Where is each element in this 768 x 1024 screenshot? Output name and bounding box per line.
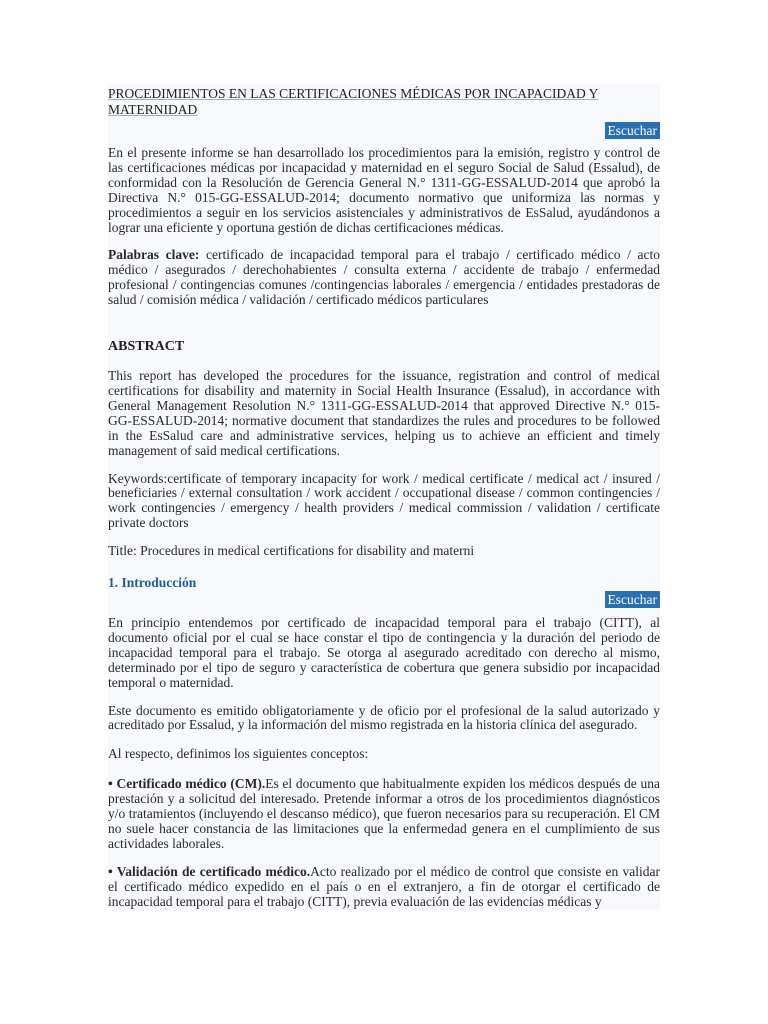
- listen-row: [108, 122, 660, 142]
- listen-button-2[interactable]: Escuchar: [605, 591, 660, 608]
- intro-paragraph: En el presente informe se han desarrollado los procedimientos para la emisión, registro y control de las certificaciones médicas por incapacidad y maternidad en el seguro Social de Salud (Essalud), de conformidad con la Resolución de Gerencia General N.° 1311-GG-ESSALUD-2014 que aprobó la Directiva N.° 015-GG-ESSALUD-2014; documento normativo que uniformiza las normas y procedimientos a seguir en los servicios asistenciales y administrativos de EsSalud, ayudándonos a lograr una eficiente y oportuna gestión de dichas certificaciones médicas.: [108, 145, 660, 235]
- keywords-text: certificado de incapacidad temporal para el trabajo / certificado médico / acto médico / asegurados / derechohabientes / consulta externa / accidente de trabajo / enfermedad profesional / contingencias comunes /contingencias laborales / emergencia / entidades prestadoras de salud / comisión médica / validación / certificado médicos particulares: [108, 247, 660, 308]
- list-item-certificado-medico: [108, 777, 660, 852]
- list-item-lead: • Validación de certificado médico.: [108, 863, 311, 879]
- section-paragraph-1: En principio entendemos por certificado de incapacidad temporal para el trabajo (CITT), al documento oficial por el cual se hace constar el tipo de contingencia y la duración del periodo de incapacidad temporal para el trabajo. Se otorga al asegurado acreditado con derecho al mismo, determinado por el tipo de seguro y característica de cobertura que genera subsidio por incapacidad temporal o maternidad.: [108, 615, 660, 690]
- list-item-validacion: [108, 865, 660, 910]
- document-title: PROCEDIMIENTOS EN LAS CERTIFICACIONES MÉDICAS POR INCAPACIDAD Y MATERNIDAD: [108, 86, 599, 117]
- section-paragraph-2: Este documento es emitido obligatoriamente y de oficio por el profesional de la salud autorizado y acreditado por Essalud, y la información del mismo registrada en la historia clínica del asegurado.: [108, 702, 660, 733]
- keywords-paragraph: [108, 248, 660, 308]
- list-item-lead: • Certificado médico (CM).: [108, 776, 266, 792]
- section-heading-introduccion: 1. Introducción: [108, 575, 197, 591]
- keywords-label: Palabras clave:: [108, 247, 200, 263]
- section-paragraph-3: Al respecto, definimos los siguientes conceptos:: [108, 746, 369, 762]
- list-item-text: Es el documento que habitualmente expiden los médicos después de una prestación y a solicitud del interesado. Pretende informar a otros de los procedimientos diagnósticos y/o tratamientos (incluyendo el descanso médico), que fueron necesarios para su recuperación. El CM no suele hacer constancia de las limitaciones que la enfermedad genera en el cumplimiento de sus actividades laborales.: [108, 776, 660, 851]
- abstract-paragraph: This report has developed the procedures for the issuance, registration and control of medical certifications for disability and maternity in Social Health Insurance (Essalud), in accordance with General Management Resolution N.° 1311-GG-ESSALUD-2014 that approved Directive N.° 015-GG-ESSALUD-2014; normative document that standardizes the rules and procedures to be followed in the EsSalud care and administrative services, helping us to achieve an efficient and timely management of said medical certifications.: [108, 368, 660, 458]
- list-item-text: Acto realizado por el médico de control que consiste en validar el certificado médico expedido en el país o en el extranjero, a fin de otorgar el certificado de incapacidad temporal para el trabajo (CITT), previa evaluación de las evidencias médicas y: [108, 863, 660, 909]
- title-en: Title: Procedures in medical certifications for disability and materni: [108, 543, 475, 559]
- abstract-heading: ABSTRACT: [108, 339, 185, 355]
- document-content: [108, 84, 660, 910]
- listen-row-2: [108, 591, 660, 611]
- keywords-en-paragraph: Keywords:certificate of temporary incapacity for work / medical certificate / medical act / insured / beneficiaries / external consultation / work accident / occupational disease / common contingencies / work contingencies / emergency / health providers / medical commission / validation / certificate private doctors: [108, 470, 660, 531]
- listen-button[interactable]: Escuchar: [605, 122, 660, 139]
